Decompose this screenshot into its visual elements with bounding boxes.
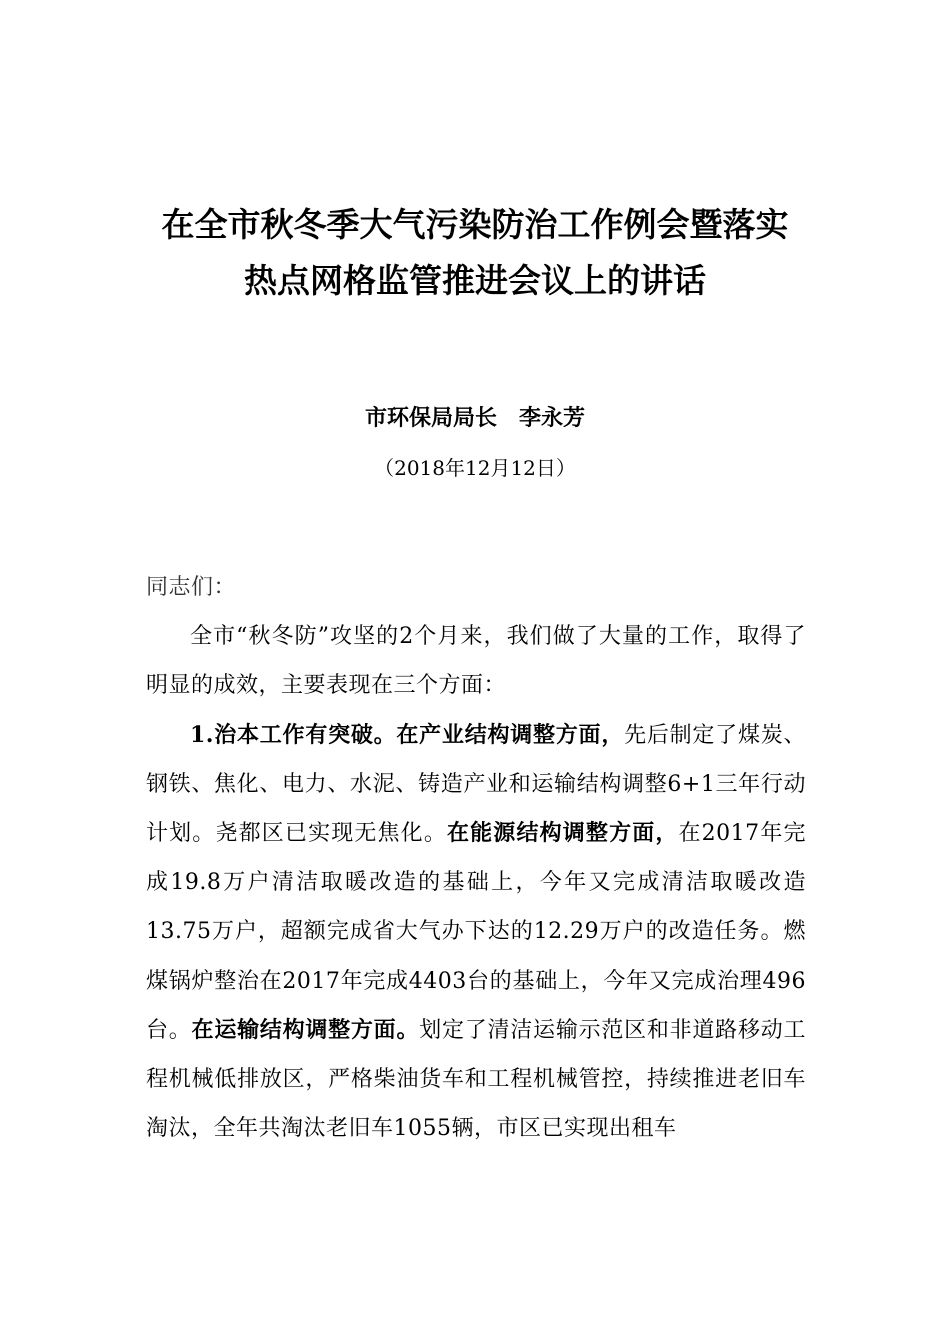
subsection-title-energy: 在能源结构调整方面， — [447, 820, 679, 847]
subsection-title-transport: 在运输结构调整方面。 — [191, 1016, 420, 1043]
title-line-1: 在全市秋冬季大气污染防治工作例会暨落实 — [161, 205, 789, 244]
subsection-text-industry: 先后制定了煤炭、钢铁、焦化、电力、水泥、铸造产业和运输结构调整6+1三年行动计划。尧都区已实现无焦化。 — [146, 722, 806, 847]
paragraph-intro: 全市“秋冬防”攻坚的2个月来，我们做了大量的工作，取得了明显的成效，主要表现在三个方面： — [146, 624, 806, 699]
subsection-text-transport: 划定了清洁运输示范区和非道路移动工程机械低排放区，严格柴油货车和工程机械管控，持续推进老旧车淘汰，全年共淘汰老旧车1055辆，市区已实现出租车 — [146, 1017, 806, 1142]
title-line-2: 热点网格监管推进会议上的讲话 — [244, 261, 706, 300]
document-title — [120, 197, 830, 309]
subsection-text-energy: 在2017年完成19.8万户清洁取暖改造的基础上，今年又完成清洁取暖改造13.75万户，超额完成省大气办下达的12.29万户的改造任务。燃煤锅炉整治在2017年完成4403台的基础上，今年又完成治理496台。 — [146, 821, 806, 1043]
speech-body — [146, 563, 806, 1153]
author-line: 市环保局局长 李永芳 — [364, 405, 585, 431]
speech-date: （2018年12月12日） — [374, 456, 576, 480]
paragraph-achievements — [146, 711, 806, 1154]
greeting: 同志们： — [146, 575, 237, 600]
paragraph-heading: 1.治本工作有突破。 — [190, 721, 397, 748]
subsection-title-industry: 在产业结构调整方面， — [396, 721, 625, 748]
